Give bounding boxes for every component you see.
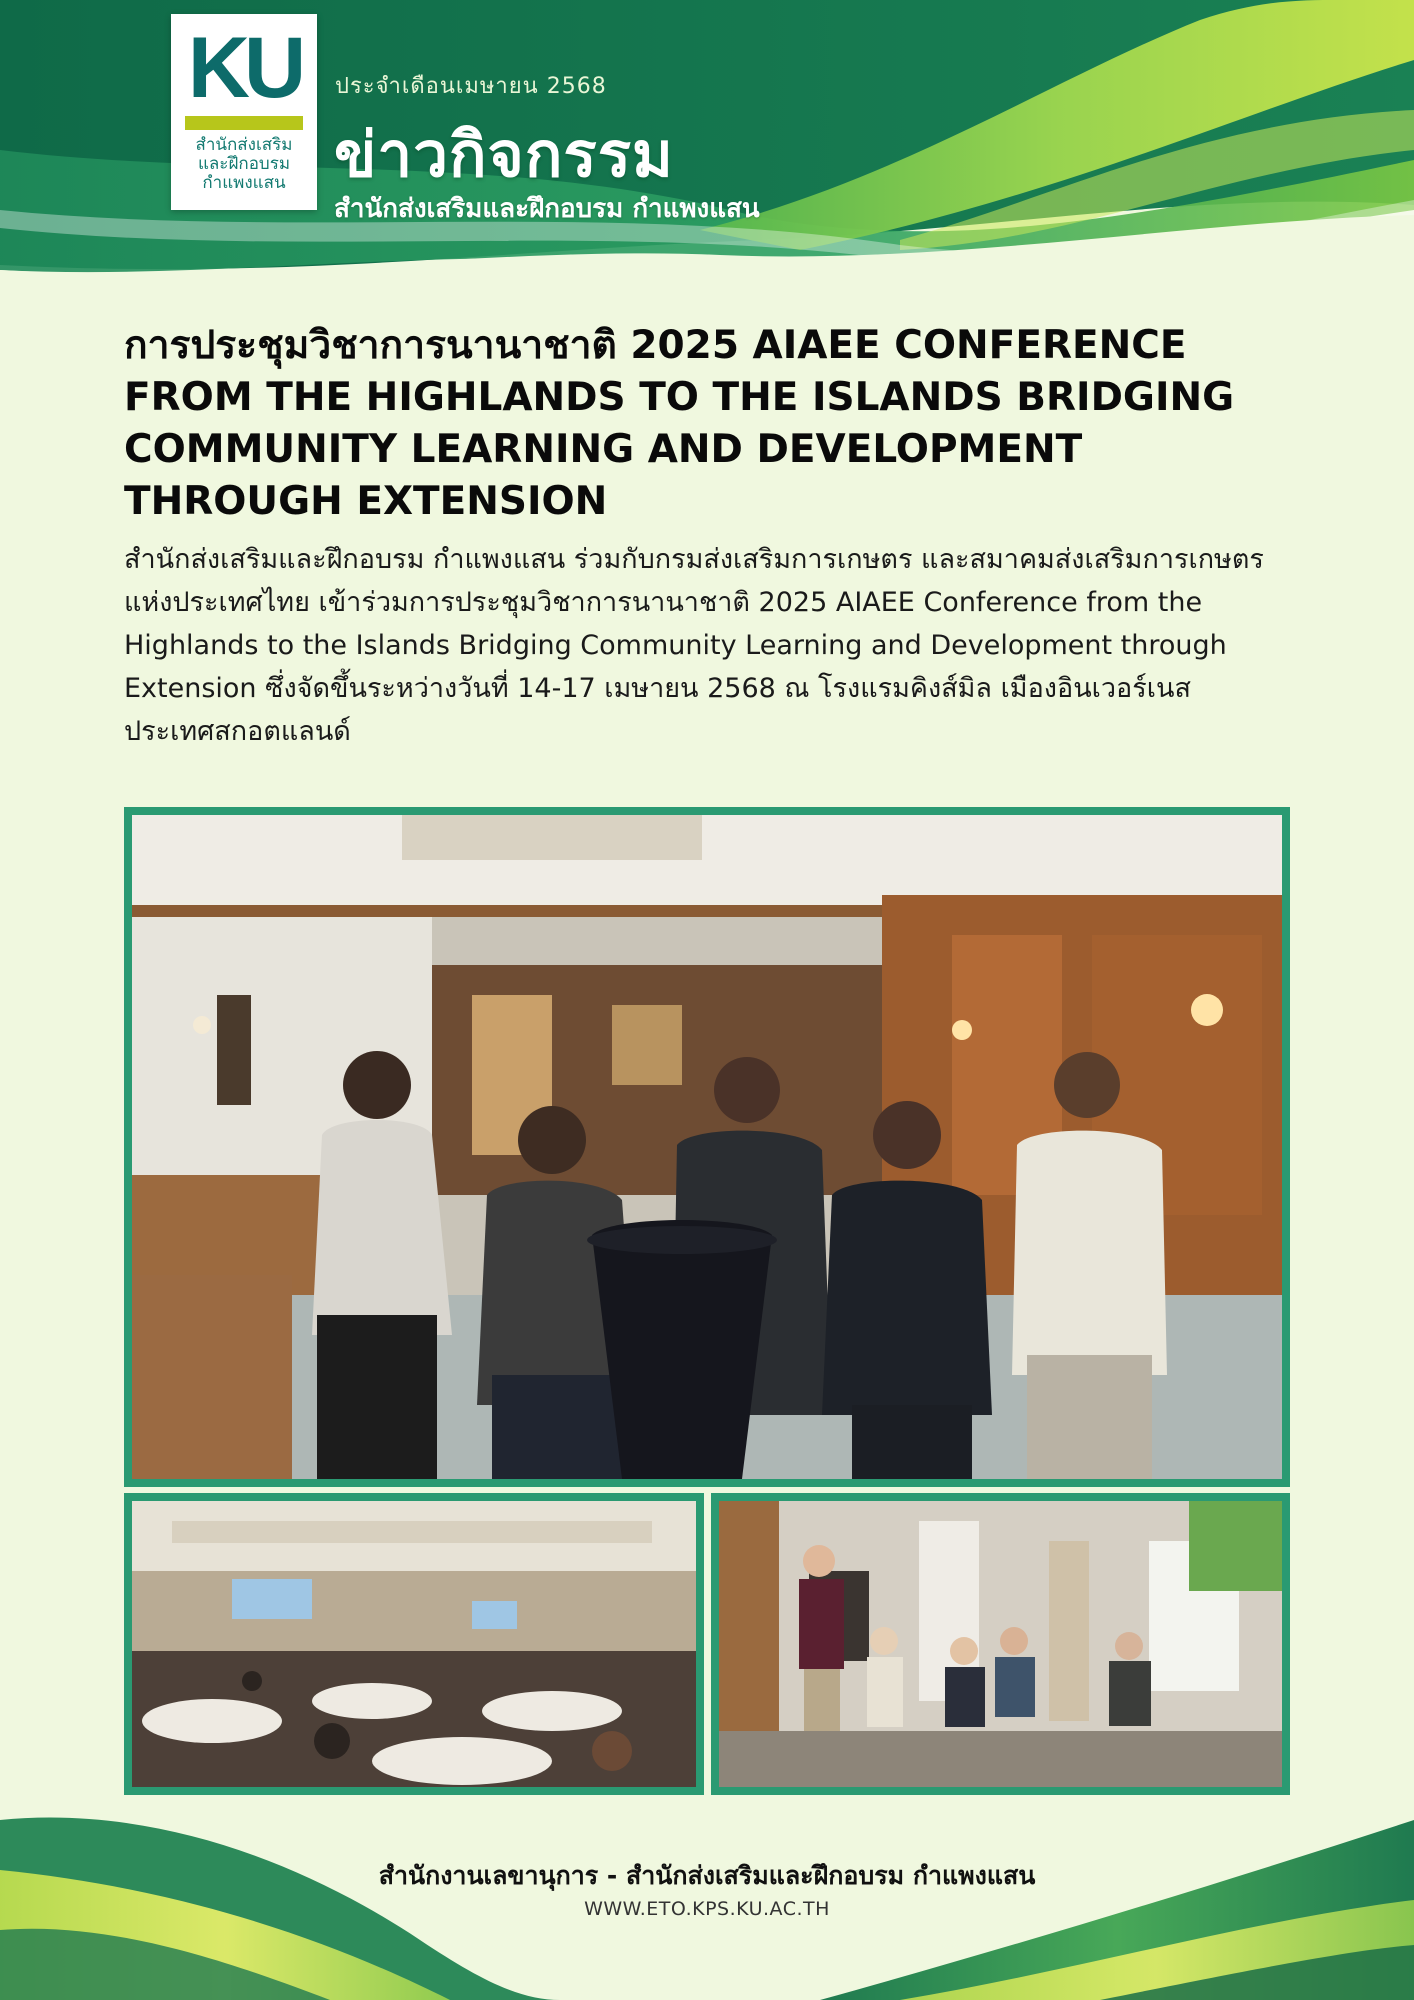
- logo-text-line3: กำแพงแสน: [202, 173, 286, 193]
- group-photo-illustration: [132, 815, 1282, 1479]
- conference-hall-illustration: [132, 1501, 696, 1787]
- issue-label: ประจำเดือนเมษายน 2568: [335, 74, 607, 99]
- logo-bar: [185, 116, 303, 130]
- newsletter-title: ข่าวกิจกรรม: [334, 118, 674, 191]
- logo-mark: KU: [187, 20, 301, 116]
- logo-text-line1: สำนักส่งเสริม: [195, 135, 293, 155]
- article-title: การประชุมวิชาการนานาชาติ 2025 AIAEE CONFERENCE FROM THE HIGHLANDS TO THE ISLANDS BRIDGING COMMUNITY LEARNING AND DEVELOPMENT THROUGH EXTENSION: [124, 323, 1235, 524]
- article-body: สำนักส่งเสริมและฝึกอบรม กำแพงแสน ร่วมกับกรมส่งเสริมการเกษตร และสมาคมส่งเสริมการเกษตรแห่งประเทศไทย เข้าร่วมการประชุมวิชาการนานาชาติ 2025 AIAEE Conference from the Highlands to the Islands Bridging Community Learning and Development through Extension ซึ่งจัดขึ้นระหว่างวันที่ 14-17 เมษายน 2568 ณ โรงแรมคิงส์มิล เมืองอินเวอร์เนส ประเทศสกอตแลนด์: [124, 544, 1264, 747]
- conference-hall-photo: [124, 1493, 704, 1795]
- logo-text-line2: และฝึกอบรม: [197, 154, 291, 174]
- panel-discussion-illustration: [719, 1501, 1282, 1787]
- footer-url[interactable]: WWW.ETO.KPS.KU.AC.TH: [584, 1898, 830, 1920]
- group-photo: [124, 807, 1290, 1487]
- panel-discussion-photo: [711, 1493, 1290, 1795]
- newsletter-subtitle: สำนักส่งเสริมและฝึกอบรม กำแพงแสน: [334, 194, 760, 224]
- ku-logo: [171, 14, 317, 210]
- footer-office: สำนักงานเลขานุการ - สำนักส่งเสริมและฝึกอบรม กำแพงแสน: [378, 1861, 1036, 1890]
- header-banner: [0, 0, 1414, 290]
